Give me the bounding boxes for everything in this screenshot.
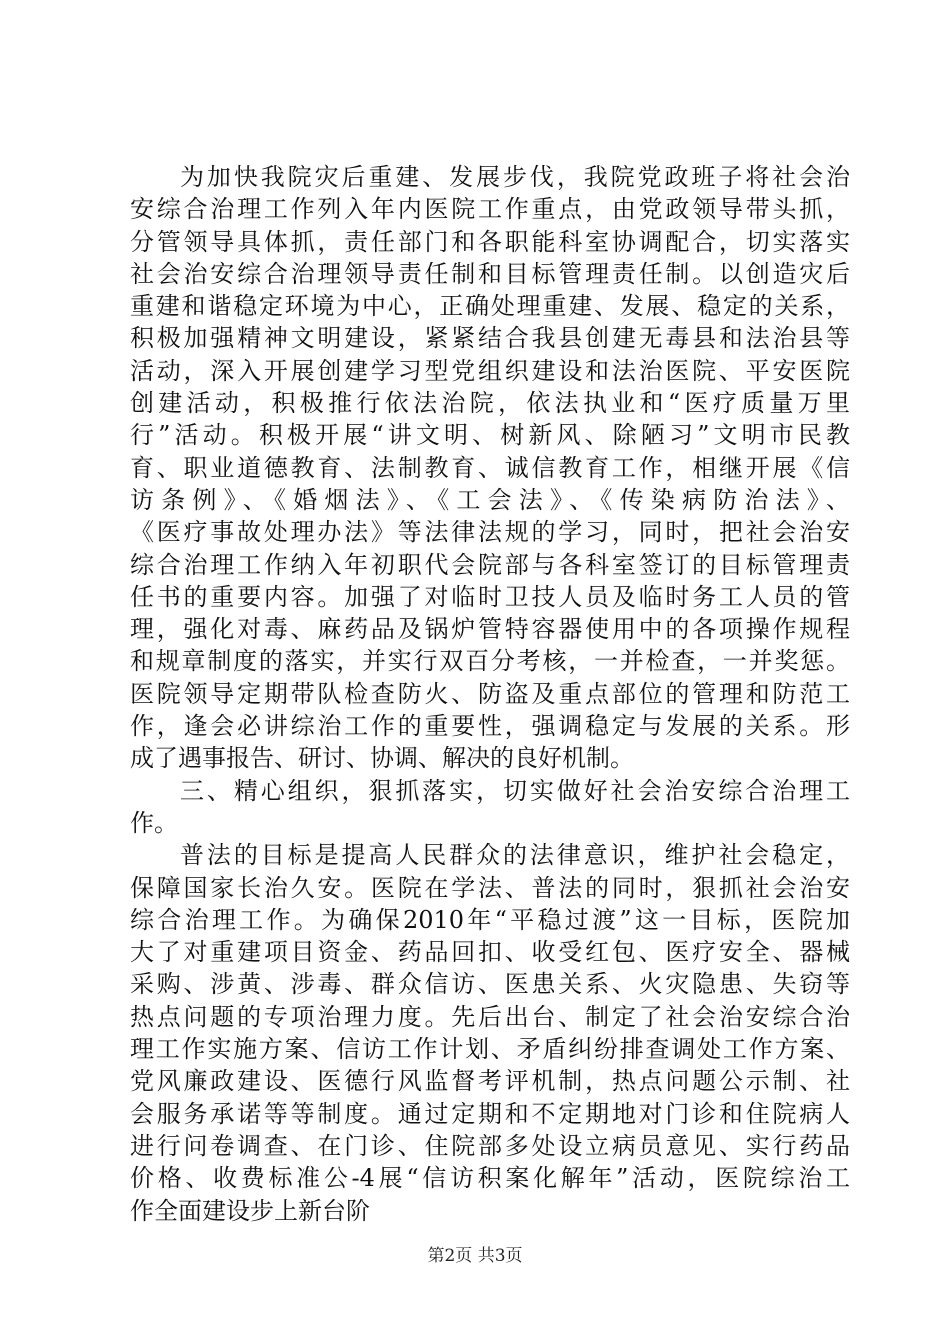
text-line: 理工作实施方案、信访工作计划、矛盾纠纷排查调处工作方案、 bbox=[130, 1035, 850, 1064]
text-line: 党风廉政建设、医德行风监督考评机制，热点问题公示制、社 bbox=[130, 1067, 850, 1096]
text-line: 综合治理工作。为确保2010年“平稳过渡”这一目标，医院加 bbox=[130, 905, 850, 934]
text-line: 普法的目标是提高人民群众的法律意识，维护社会稳定， bbox=[180, 841, 850, 870]
text-line: 安综合治理工作列入年内医院工作重点，由党政领导带头抓， bbox=[130, 195, 850, 224]
text-line: 会服务承诺等等制度。通过定期和不定期地对门诊和住院病人 bbox=[130, 1099, 850, 1128]
text-line: 价格、收费标准公-4展“信访积案化解年”活动，医院综治工 bbox=[130, 1164, 850, 1193]
text-line: 任书的重要内容。加强了对临时卫技人员及临时务工人员的管 bbox=[130, 582, 850, 611]
text-line: 大了对重建项目资金、药品回扣、收受红包、医疗安全、器械 bbox=[130, 938, 850, 967]
text-line: 分管领导具体抓，责任部门和各职能科室协调配合，切实落实 bbox=[130, 227, 850, 256]
text-line: 访条例》、《婚烟法》、《工会法》、《传染病防治法》、 bbox=[130, 485, 850, 514]
page-footer: 第2页 共3页 bbox=[427, 1246, 523, 1266]
text-line: 成了遇事报告、研讨、协调、解决的良好机制。 bbox=[130, 744, 634, 773]
text-line: 三、精心组织，狠抓落实，切实做好社会治安综合治理工 bbox=[180, 776, 850, 805]
text-line: 理，强化对毒、麻药品及锅炉管特容器使用中的各项操作规程 bbox=[130, 615, 850, 644]
text-line: 采购、涉黄、涉毒、群众信访、医患关系、火灾隐患、失窃等 bbox=[130, 970, 850, 999]
text-line: 作全面建设步上新台阶 bbox=[130, 1196, 370, 1225]
text-line: 进行问卷调查、在门诊、住院部多处设立病员意见、实行药品 bbox=[130, 1131, 850, 1160]
text-line: 作。 bbox=[130, 808, 178, 837]
text-line: 医院领导定期带队检查防火、防盗及重点部位的管理和防范工 bbox=[130, 679, 850, 708]
text-line: 和规章制度的落实，并实行双百分考核，一并检查，一并奖惩。 bbox=[130, 647, 850, 676]
text-line: 育、职业道德教育、法制教育、诚信教育工作，相继开展《信 bbox=[130, 453, 850, 482]
text-line: 综合治理工作纳入年初职代会院部与各科室签订的目标管理责 bbox=[130, 550, 850, 579]
text-line: 为加快我院灾后重建、发展步伐，我院党政班子将社会治 bbox=[180, 163, 850, 191]
text-line: 重建和谐稳定环境为中心，正确处理重建、发展、稳定的关系， bbox=[130, 292, 850, 321]
text-line: 《医疗事故处理办法》等法律法规的学习，同时，把社会治安 bbox=[130, 518, 850, 547]
text-line: 热点问题的专项治理力度。先后出台、制定了社会治安综合治 bbox=[130, 1002, 850, 1031]
text-line: 作，逢会必讲综治工作的重要性，强调稳定与发展的关系。形 bbox=[130, 712, 850, 741]
text-line: 保障国家长治久安。医院在学法、普法的同时，狠抓社会治安 bbox=[130, 873, 850, 902]
text-line: 活动，深入开展创建学习型党组织建设和法治医院、平安医院 bbox=[130, 356, 850, 385]
body-text bbox=[130, 161, 850, 1227]
text-line: 创建活动，积极推行依法治院，依法执业和“医疗质量万里 bbox=[130, 389, 850, 418]
text-line: 积极加强精神文明建设，紧紧结合我县创建无毒县和法治县等 bbox=[130, 324, 850, 353]
text-line: 行”活动。积极开展“讲文明、树新风、除陋习”文明市民教 bbox=[130, 421, 850, 450]
text-line: 社会治安综合治理领导责任制和目标管理责任制。以创造灾后 bbox=[130, 259, 850, 288]
